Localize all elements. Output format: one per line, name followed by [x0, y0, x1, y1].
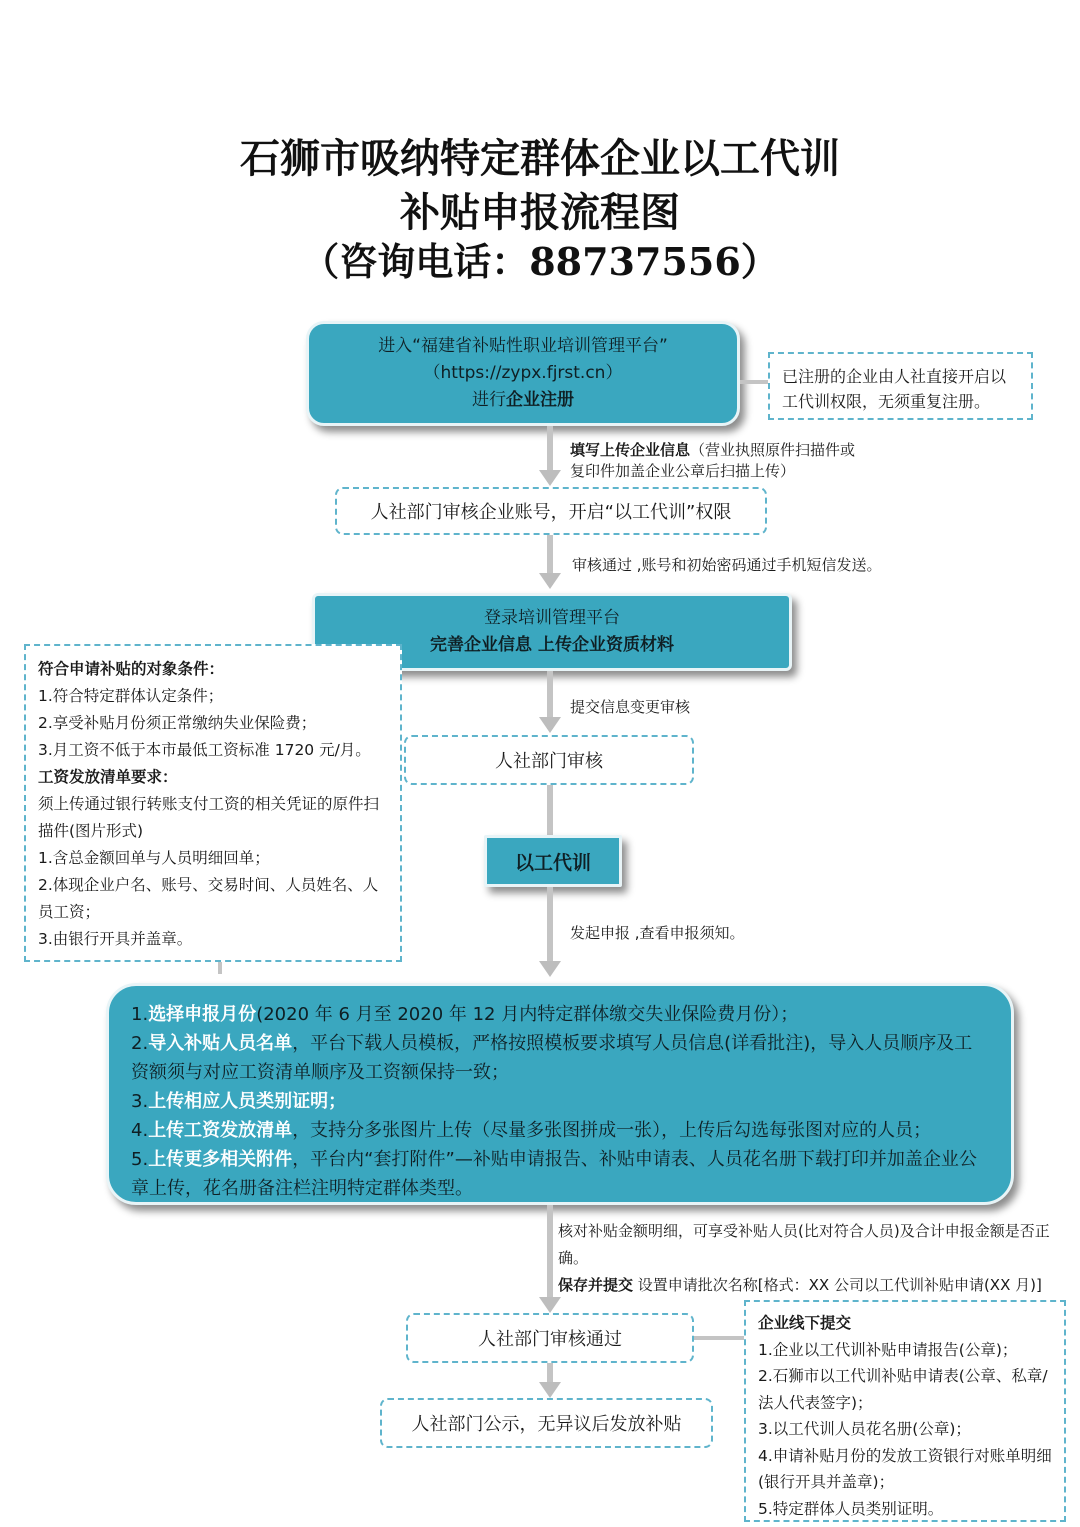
- offline-item: 3.以工代训人员花名册(公章)；: [758, 1420, 971, 1438]
- connector-left-note: [218, 962, 222, 974]
- application-item: 4.上传工资发放清单，支持分多张图片上传（尽量多张图拼成一张），上传后勾选每张图对应的人员；: [131, 1120, 932, 1141]
- offline-item: 5.特定群体人员类别证明。: [758, 1499, 944, 1518]
- arrow-6: [539, 1297, 561, 1313]
- application-item: 1.选择申报月份(2020 年 6 月至 2020 年 12 月内特定群体缴交失业保险费月份）；: [131, 1004, 799, 1025]
- step-login-line1: 登录培训管理平台: [484, 608, 620, 628]
- payroll-item: 2.体现企业户名、账号、交易时间、人员姓名、人员工资；: [38, 876, 379, 921]
- step-application-box: [106, 983, 1014, 1205]
- step-publicize: 人社部门公示，无异议后发放补贴: [380, 1398, 713, 1448]
- arrow-5: [539, 961, 561, 977]
- note-registered: 已注册的企业由人社直接开启以工代训权限，无须重复注册。: [768, 352, 1033, 420]
- connector-right-note: [694, 1336, 744, 1340]
- step-approved: 人社部门审核通过: [406, 1313, 694, 1363]
- step-review-account: 人社部门审核企业账号，开启“以工代训”权限: [335, 487, 767, 535]
- step-register-line1: 进入“福建省补贴性职业培训管理平台”: [378, 336, 668, 356]
- edge-initiate: 发起申报 ,查看申报须知。: [570, 924, 745, 942]
- arrow-3: [539, 717, 561, 733]
- connector-5: [547, 887, 553, 965]
- title-line1: 石狮市吸纳特定群体企业以工代训: [240, 135, 840, 182]
- edge-verify: [558, 1218, 1068, 1299]
- step-register-box: [306, 321, 740, 426]
- step-register-url: （https://zypx.fjrst.cn）: [423, 363, 623, 383]
- application-item: 3.上传相应人员类别证明；: [131, 1091, 347, 1112]
- arrow-2: [539, 573, 561, 589]
- connector-note: [740, 380, 768, 384]
- step-work-training: 以工代训: [484, 835, 622, 887]
- eligibility-note: [24, 644, 402, 962]
- step-register-line3: 进行企业注册: [472, 390, 574, 410]
- arrow-7: [539, 1382, 561, 1398]
- connector-6: [547, 1205, 553, 1305]
- eligibility-item: 1.符合特定群体认定条件；: [38, 687, 224, 705]
- offline-item: 4.申请补贴月份的发放工资银行对账单明细(银行开具并盖章)；: [758, 1446, 1052, 1491]
- offline-item: 1.企业以工代训补贴申请报告(公章)；: [758, 1340, 1018, 1359]
- edge-upload-info: 填写上传企业信息（营业执照原件扫描件或复印件加盖企业公章后扫描上传）: [570, 441, 856, 480]
- edge-submit-change: 提交信息变更审核: [570, 698, 691, 716]
- step-login-line2: 完善企业信息 上传企业资质材料: [430, 635, 674, 655]
- edge-save-submit: 保存并提交 设置申请批次名称[格式：XX 公司以工代训补贴申请(XX 月)]: [558, 1276, 1042, 1294]
- eligibility-item: 2.享受补贴月份须正常缴纳失业保险费；: [38, 714, 317, 732]
- offline-heading: 企业线下提交: [758, 1314, 852, 1332]
- application-item: 2.导入补贴人员名单，平台下载人员模板，严格按照模板要求填写人员信息(详看批注)，导入人员顺序及工资额须与对应工资清单顺序及工资额保持一致；: [131, 1033, 973, 1083]
- title-line2: 补贴申报流程图: [400, 189, 680, 236]
- arrow-1: [539, 470, 561, 486]
- payroll-item: 须上传通过银行转账支付工资的相关凭证的原件扫描件(图片形式): [38, 795, 380, 840]
- connector-4: [547, 785, 553, 837]
- eligibility-heading: 符合申请补贴的对象条件：: [38, 660, 225, 678]
- offline-submit-note: [744, 1300, 1066, 1522]
- payroll-item: 1.含总金额回单与人员明细回单；: [38, 849, 270, 867]
- eligibility-item: 3.月工资不低于本市最低工资标准 1720 元/月。: [38, 741, 371, 759]
- edge-approved: 审核通过 ,账号和初始密码通过手机短信发送。: [572, 556, 882, 574]
- step-dept-review: 人社部门审核: [404, 735, 694, 785]
- edge-verify-text: 核对补贴金额明细，可享受补贴人员(比对符合人员)及合计申报金额是否正确。: [558, 1222, 1050, 1267]
- application-item: 5.上传更多相关附件，平台内“套打附件”—补贴申请报告、补贴申请表、人员花名册下载打印并加盖企业公章上传，花名册备注栏注明特定群体类型。: [131, 1149, 977, 1199]
- title-line3: （咨询电话：88737556）: [301, 239, 779, 284]
- offline-item: 2.石狮市以工代训补贴申请表(公章、私章/法人代表签字)；: [758, 1367, 1048, 1412]
- payroll-heading: 工资发放清单要求：: [38, 768, 178, 786]
- payroll-item: 3.由银行开具并盖章。: [38, 930, 193, 948]
